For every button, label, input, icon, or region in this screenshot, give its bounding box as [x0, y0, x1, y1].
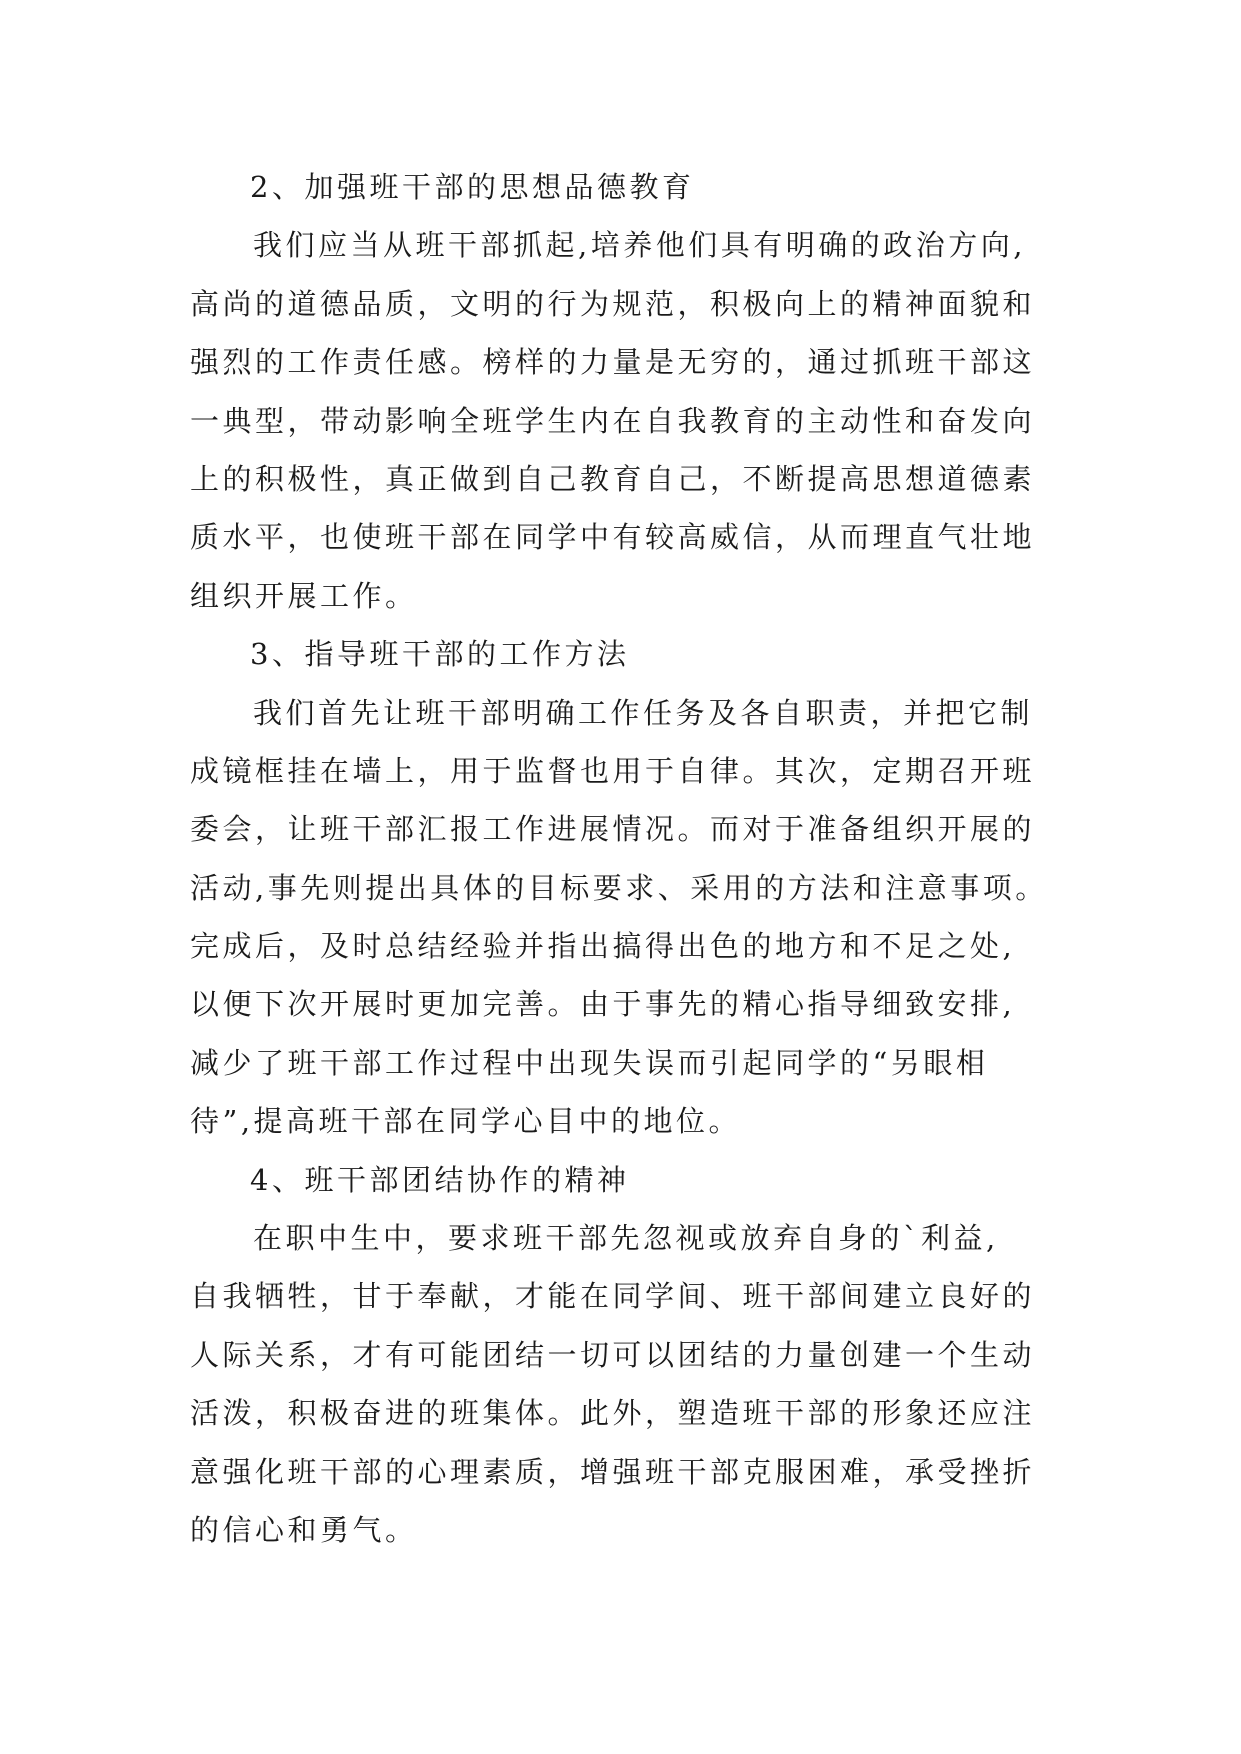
paragraph-line: 减少了班干部工作过程中出现失误而引起同学的“另眼相 [190, 1045, 989, 1080]
section-heading-2: 2、加强班干部的思想品德教育 [250, 170, 695, 204]
paragraph-line: 我们首先让班干部明确工作任务及各自职责，并把它制 [253, 695, 1034, 730]
paragraph-line: 人际关系，才有可能团结一切可以团结的力量创建一个生动 [190, 1337, 1036, 1372]
paragraph-line: 待”,提高班干部在同学心目中的地位。 [190, 1104, 742, 1139]
paragraph-line: 委会，让班干部汇报工作进展情况。而对于准备组织开展的 [190, 812, 1036, 847]
paragraph-line: 质水平，也使班干部在同学中有较高威信，从而理直气壮地 [190, 520, 1036, 555]
paragraph-line: 活泼，积极奋进的班集体。此外，塑造班干部的形象还应注 [190, 1396, 1036, 1431]
paragraph-line: 上的积极性，真正做到自己教育自己，不断提高思想道德素 [190, 461, 1036, 496]
paragraph-line: 完成后，及时总结经验并指出搞得出色的地方和不足之处, [190, 929, 1016, 964]
section-heading-4: 4、班干部团结协作的精神 [250, 1162, 630, 1197]
paragraph-line: 的信心和勇气。 [190, 1512, 418, 1547]
paragraph-line: 成镜框挂在墙上，用于监督也用于自律。其次，定期召开班 [190, 753, 1036, 788]
paragraph-line: 自我牺牲，甘于奉献，才能在同学间、班干部间建立良好的 [190, 1279, 1036, 1314]
paragraph-line: 组织开展工作。 [190, 578, 418, 613]
section-heading-3: 3、指导班干部的工作方法 [250, 637, 630, 672]
paragraph-line: 意强化班干部的心理素质，增强班干部克服困难，承受挫折 [190, 1454, 1036, 1489]
paragraph-line: 我们应当从班干部抓起,培养他们具有明确的政治方向, [253, 228, 1026, 263]
paragraph-line: 强烈的工作责任感。榜样的力量是无穷的，通过抓班干部这 [190, 345, 1036, 380]
paragraph-line: 活动,事先则提出具体的目标要求、采用的方法和注意事项。 [190, 870, 1048, 905]
paragraph-line: 高尚的道德品质，文明的行为规范，积极向上的精神面貌和 [190, 286, 1036, 321]
document-body [190, 158, 1080, 1559]
paragraph-line: 在职中生中，要求班干部先忽视或放弃自身的`利益, [253, 1221, 999, 1256]
paragraph-line: 以便下次开展时更加完善。由于事先的精心指导细致安排, [190, 987, 1016, 1022]
paragraph-line: 一典型，带动影响全班学生内在自我教育的主动性和奋发向 [190, 403, 1036, 438]
